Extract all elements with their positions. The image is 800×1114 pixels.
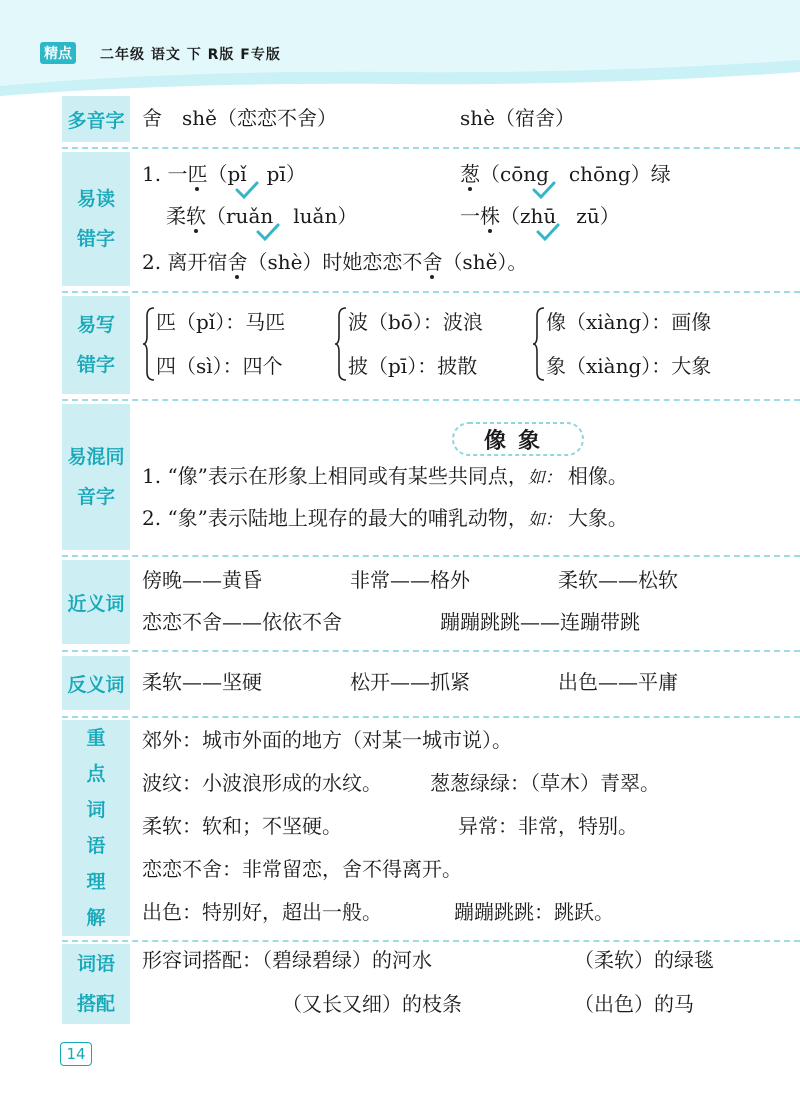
- duoyin-line-2: shè（宿舍）: [460, 106, 575, 130]
- yidu-sentence: 2. 离开宿舍（shè）时她恋恋不舍（shě）。: [142, 250, 528, 274]
- check-mark-icon: [256, 222, 280, 242]
- section-yixie: [62, 296, 800, 394]
- brace-icon: [532, 306, 546, 382]
- brand-logo: 精点: [40, 42, 76, 64]
- yixie-g2-b: 披（pī）：披散: [348, 354, 478, 378]
- fanyi-item: 柔软——坚硬: [142, 670, 262, 694]
- divider: [62, 291, 800, 293]
- definition-line: 恋恋不舍：非常留恋，舍不得离开。: [142, 857, 462, 881]
- jinyi-item: 柔软——松软: [558, 568, 678, 592]
- check-mark-icon: [536, 222, 560, 242]
- yihun-title: 像象: [483, 427, 552, 454]
- definition-line: 异常：非常，特别。: [458, 814, 638, 838]
- dapei-item: （出色）的马: [574, 992, 694, 1016]
- section-label: 反义词: [62, 656, 130, 710]
- jinyi-item: 蹦蹦跳跳——连蹦带跳: [440, 610, 640, 634]
- yixie-g1-b: 四（sì）：四个: [156, 354, 283, 378]
- yidu-item-4: 一株（zhū zū）: [460, 204, 620, 228]
- section-label: 易写 错字: [62, 296, 130, 394]
- divider: [62, 716, 800, 718]
- divider: [62, 399, 800, 401]
- yihun-line-1: 1. “像”表示在形象上相同或有某些共同点，如： 相像。: [142, 464, 628, 488]
- dapei-item: （又长又细）的枝条: [282, 992, 462, 1016]
- section-label: 易读 错字: [62, 152, 130, 286]
- section-fanyi: [62, 656, 800, 710]
- definition-line: 柔软：软和；不坚硬。: [142, 814, 342, 838]
- jinyi-item: 恋恋不舍——依依不舍: [142, 610, 342, 634]
- yidu-item-3: 柔软（ruǎn luǎn）: [166, 204, 358, 228]
- dapei-item: 形容词搭配：（碧绿碧绿）的河水: [142, 948, 432, 972]
- section-yidu: [62, 152, 800, 286]
- yixie-g2-a: 波（bō）：波浪: [348, 310, 483, 334]
- brace-icon: [142, 306, 156, 382]
- duoyin-line-1: 舍 shě（恋恋不舍）: [142, 106, 337, 130]
- definition-line: 郊外：城市外面的地方（对某一城市说）。: [142, 728, 512, 752]
- fanyi-item: 松开——抓紧: [350, 670, 470, 694]
- section-label: 易混同 音字: [62, 404, 130, 550]
- fanyi-item: 出色——平庸: [558, 670, 678, 694]
- dapei-item: （柔软）的绿毯: [574, 948, 714, 972]
- definition-line: 蹦蹦跳跳：跳跃。: [454, 900, 614, 924]
- yixie-g1-a: 匹（pǐ）：马匹: [156, 310, 286, 334]
- check-mark-icon: [532, 180, 556, 200]
- check-mark-icon: [235, 180, 259, 200]
- yihun-line-2: 2. “象”表示陆地上现存的最大的哺乳动物，如： 大象。: [142, 506, 628, 530]
- jinyi-item: 非常——格外: [350, 568, 470, 592]
- definition-line: 波纹：小波浪形成的水纹。: [142, 771, 382, 795]
- section-zhongdian: [62, 720, 800, 936]
- header-title: 二年级 语文 下 R版 F专版: [100, 47, 281, 63]
- section-jinyi: [62, 560, 800, 644]
- definition-line: 葱葱绿绿：（草木）青翠。: [430, 771, 660, 795]
- yidu-item-2: 葱（cōng chōng）绿: [460, 162, 671, 186]
- section-duoyin: [62, 96, 800, 142]
- divider: [62, 940, 800, 942]
- yixie-g3-a: 像（xiàng）：画像: [546, 310, 712, 334]
- section-yihun: [62, 404, 800, 550]
- yidu-item-1: 1. 一匹（pǐ pī）: [142, 162, 306, 186]
- divider: [62, 555, 800, 557]
- section-label: 词语 搭配: [62, 944, 130, 1024]
- section-label: 重 点 词 语 理 解: [62, 720, 130, 936]
- brace-icon: [334, 306, 348, 382]
- jinyi-item: 傍晚——黄昏: [142, 568, 262, 592]
- divider: [62, 650, 800, 652]
- page-header: [0, 0, 800, 98]
- yixie-g3-b: 象（xiàng）：大象: [546, 354, 712, 378]
- divider: [62, 147, 800, 149]
- definition-line: 出色：特别好，超出一般。: [142, 900, 382, 924]
- page-number: 14: [60, 1042, 92, 1066]
- section-label: 近义词: [62, 560, 130, 644]
- section-dapei: [62, 944, 800, 1024]
- section-label: 多音字: [62, 96, 130, 142]
